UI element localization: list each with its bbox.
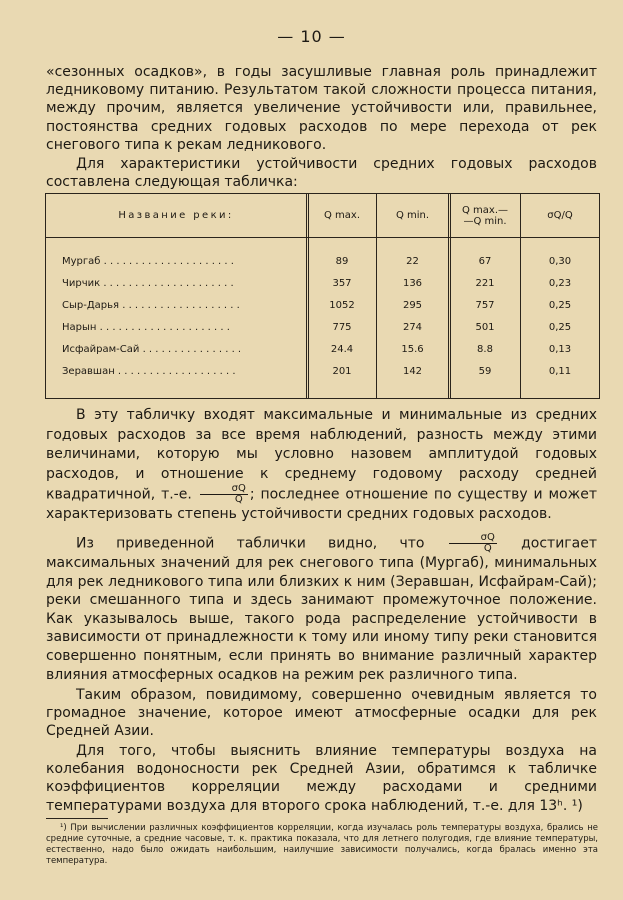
q-max-value: 775 [332, 322, 352, 333]
q-max-value: 89 [335, 256, 349, 267]
discharge-table [45, 193, 600, 399]
ratio-value: 0,25 [548, 322, 572, 333]
intro-text: «сезонных осадков», в годы засушливые главная роль принадлежит ледниковому питанию. Результатом такой сложности процесса питания, между прочим, является увеличение устойчивости или, правильнее, постоянства средних годовых расходов по мере перехода от рек снегового типа к рекам ледникового. [46, 64, 597, 153]
precipitation-paragraph [46, 686, 597, 741]
river-name: Чирчик . . . . . . . . . . . . . . . . . . . . . [62, 278, 234, 289]
river-name: Зеравшан . . . . . . . . . . . . . . . . . . . [62, 366, 236, 377]
header-q-min: Q min. [395, 210, 430, 221]
river-name: Мургаб . . . . . . . . . . . . . . . . . . . . . [62, 256, 234, 267]
amplitude-text [46, 406, 597, 525]
q-max-value: 1052 [329, 300, 355, 311]
sigma-q-fraction [449, 533, 497, 554]
q-max-value: 24.4 [330, 344, 354, 355]
header-amplitude [450, 194, 520, 237]
ratio-value: 0,11 [548, 366, 572, 377]
ratio-value: 0,13 [548, 344, 572, 355]
q-min-value: 274 [402, 322, 423, 333]
q-min-value: 136 [402, 278, 423, 289]
table-row [46, 362, 599, 384]
footnote [46, 823, 598, 867]
q-min-value: 22 [406, 256, 419, 267]
q-min-value: 295 [402, 300, 423, 311]
amplitude-value: 501 [475, 322, 495, 333]
header-q-max: Q max. [323, 210, 360, 221]
ratio-value: 0,25 [548, 300, 572, 311]
intro-paragraph [46, 63, 597, 154]
amplitude-text-part1: В эту табличку входят максимальные и минимальные из средних годовых расходов за все время наблюдений, разность между этими величинами, которую мы условно назовем амплитудой годовых расходов, и отношение к среднему годовому расходу средней квадратичной, т.-е. [46, 407, 597, 503]
table-row [46, 252, 599, 274]
table-intro-text: Для характеристики устойчивости средних годовых расходов составлена следующая табличка: [46, 156, 597, 191]
amplitude-value: 59 [478, 366, 492, 377]
temperature-paragraph [46, 742, 597, 815]
amplitude-paragraph [46, 406, 597, 525]
fraction-numerator: σQ [449, 533, 497, 544]
amplitude-text-part2: ; последнее отношение по существу и может характеризовать степень устойчивости средних годовых расходов. [46, 486, 597, 523]
conclusion-text [46, 533, 597, 684]
q-max-value: 201 [332, 366, 352, 377]
conclusion-text-part1: Из приведенной таблички видно, что [76, 535, 425, 552]
river-name: Сыр-Дарья . . . . . . . . . . . . . . . . . . . [62, 300, 240, 311]
table-row [46, 318, 599, 340]
header-ratio: σQ/Q [547, 210, 573, 221]
header-river-name: Название реки: [118, 210, 234, 221]
fraction-denominator: Q [483, 543, 492, 554]
ratio-value: 0,23 [548, 278, 572, 289]
river-name: Нарын . . . . . . . . . . . . . . . . . . . . . [62, 322, 230, 333]
conclusion-paragraph [46, 533, 597, 684]
header-divider [46, 237, 599, 238]
amplitude-value: 757 [475, 300, 495, 311]
table-intro-paragraph [46, 155, 597, 191]
footnote-divider [46, 818, 108, 819]
table-row [46, 340, 599, 362]
precipitation-text: Таким образом, повидимому, совершенно очевидным является то громадное значение, которое имеют атмосферные осадки для рек Средней Азии. [46, 687, 597, 740]
conclusion-text-part2: достигает максимальных значений для рек снегового типа (Мургаб), минимальных для рек ледникового типа или близких к ним (Зеравшан, Исфайрам-Сай); реки смешанного типа и здесь занимают промежуточное положение. Как указывалось выше, такого рода распределение устойчивости в зависимости от принадлежности к тому или иному типу реки становится совершенно понятным, если принять во внимание различный характер влияния атмосферных осадков на режим рек различного типа. [46, 535, 598, 683]
header-amplitude-line2: —Q min. [463, 215, 507, 227]
header-amplitude-line1: Q max.— [461, 204, 508, 216]
table-row [46, 274, 599, 296]
page-number: — 10 — [277, 27, 346, 46]
temperature-text: Для того, чтобы выяснить влияние температуры воздуха на колебания водоносности рек Средней Азии, обратимся к табличке коэффициентов корреляции между расходами и средними температурами воздуха для второго срока наблюдений, т.-е. для 13ʰ. ¹) [46, 743, 597, 814]
amplitude-value: 8.8 [477, 344, 493, 355]
q-max-value: 357 [332, 278, 352, 289]
amplitude-value: 221 [475, 278, 495, 289]
ratio-value: 0,30 [548, 256, 572, 267]
fraction-denominator: Q [234, 494, 243, 506]
river-name: Исфайрам-Сай . . . . . . . . . . . . . . . . [62, 344, 242, 355]
table-row [46, 296, 599, 318]
amplitude-value: 67 [478, 256, 492, 267]
q-min-value: 142 [402, 366, 423, 377]
sigma-q-fraction [200, 484, 248, 505]
q-min-value: 15.6 [401, 344, 424, 355]
fraction-numerator: σQ [200, 484, 248, 495]
footnote-text: ¹) При вычислении различных коэффициентов корреляции, когда изучалась роль температуры воздуха, брались не средние суточные, а средние часовые, т. к. практика показала, что для летнего полугодия, где влияние температуры, естественно, надо было ожидать наибольшим, наилучшие зависимости получались, когда бралась именно эта температура. [46, 823, 598, 866]
